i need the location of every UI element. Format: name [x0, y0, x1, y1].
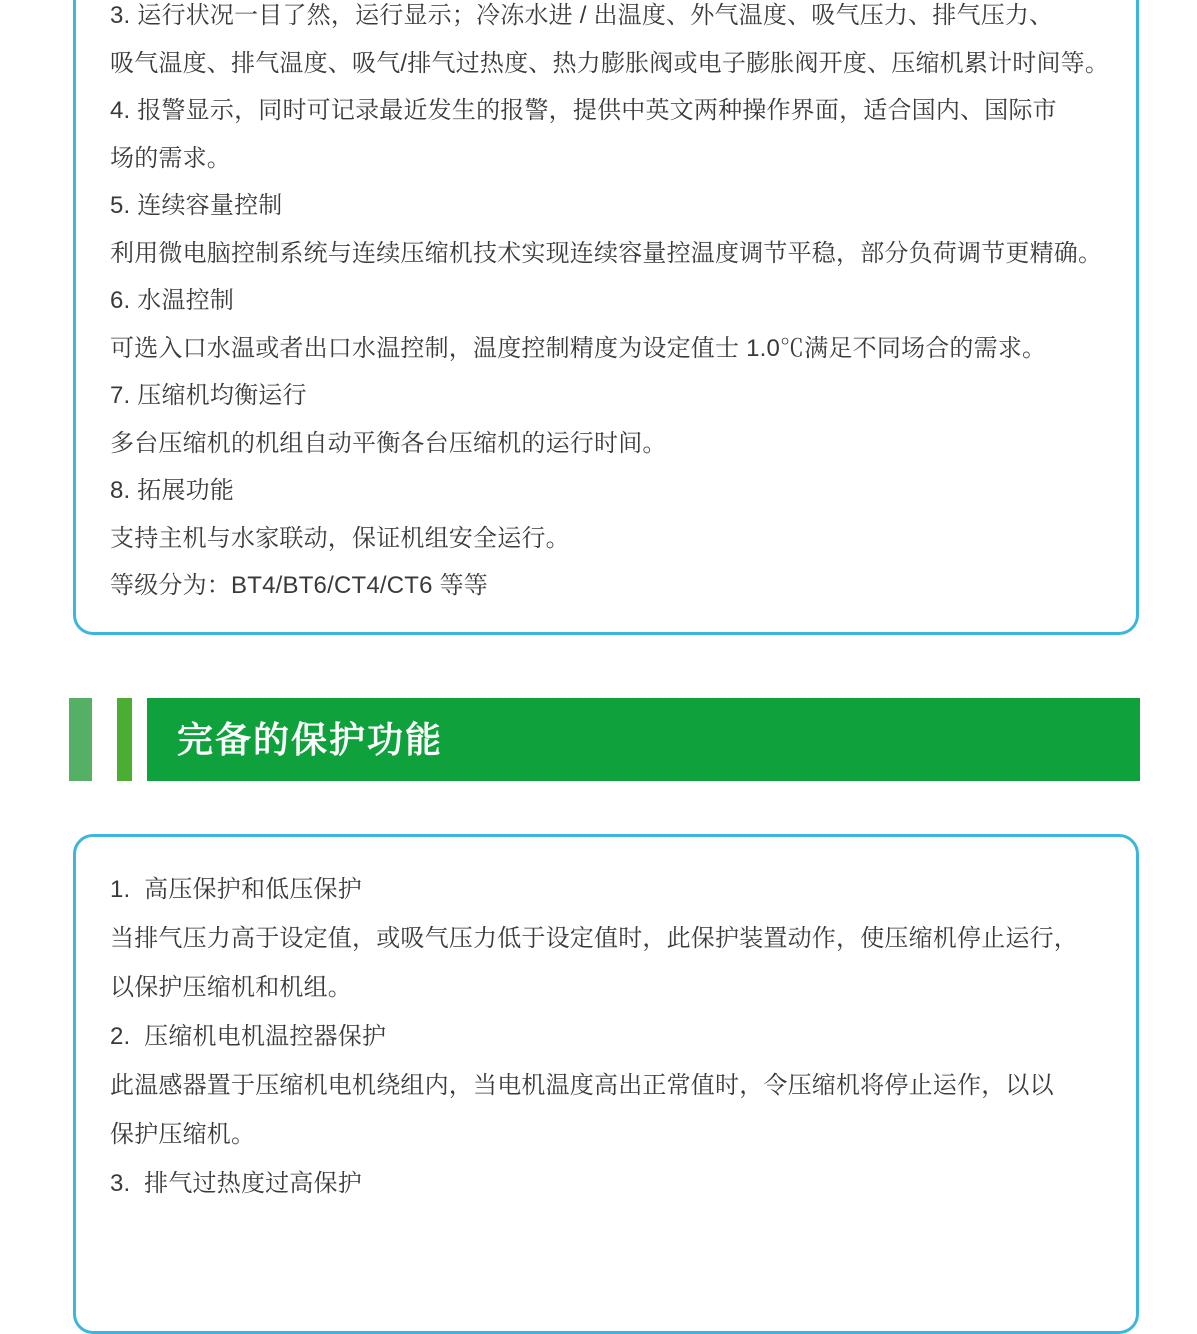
- section-banner-row: [0, 698, 1197, 781]
- text-line: 6. 水温控制: [110, 287, 235, 314]
- text-line: 当排气压力高于设定值，或吸气压力低于设定值时，此保护装置动作，使压缩机停止运行，: [110, 925, 1078, 952]
- text-line: 7. 压缩机均衡运行: [110, 382, 307, 409]
- text-line: 支持主机与水家联动，保证机组安全运行。: [110, 524, 570, 552]
- text-line: 以保护压缩机和机组。: [110, 974, 352, 1001]
- text-line: 多台压缩机的机组自动平衡各台压缩机的运行时间。: [110, 429, 667, 457]
- text-line: 此温感器置于压缩机电机绕组内，当电机温度高出正常值时，令压缩机将停止运作，以以: [110, 1072, 1054, 1099]
- banner-accent-bar-light: [69, 698, 92, 781]
- text-line: 保护压缩机。: [110, 1121, 256, 1148]
- text-line: 吸气温度、排气温度、吸气/排气过热度、热力膨胀阀或电子膨胀阀开度、压缩机累计时间等。: [110, 49, 1110, 77]
- protection-card: [73, 834, 1139, 1334]
- text-line: 场的需求。: [110, 144, 231, 172]
- text-line: 可选入口水温或者出口水温控制，温度控制精度为设定值士 1.0℃满足不同场合的需求。: [110, 334, 1047, 362]
- text-line: 2. 压缩机电机温控器保护: [110, 1023, 387, 1050]
- text-line: 1. 高压保护和低压保护: [110, 876, 362, 903]
- features-card: [73, 0, 1139, 635]
- text-line: 8. 拓展功能: [110, 477, 235, 504]
- protection-text: [110, 865, 1108, 1208]
- banner-accent-bar-bright: [117, 698, 132, 781]
- section-banner: [147, 698, 1140, 781]
- text-line: 等级分为：BT4/BT6/CT4/CT6 等等: [110, 572, 488, 599]
- text-line: 利用微电脑控制系统与连续压缩机技术实现连续容量控温度调节平稳，部分负荷调节更精确。: [110, 239, 1103, 267]
- text-line: 4. 报警显示，同时可记录最近发生的报警，提供中英文两种操作界面，适合国内、国际市: [110, 97, 1057, 124]
- features-text: [110, 0, 1108, 610]
- text-line: 3. 排气过热度过高保护: [110, 1170, 362, 1197]
- section-title: 完备的保护功能: [177, 719, 444, 760]
- text-line: 3. 运行状况一目了然，运行显示；冷冻水进 / 出温度、外气温度、吸气压力、排气压力、: [110, 2, 1054, 29]
- text-line: 5. 连续容量控制: [110, 192, 283, 219]
